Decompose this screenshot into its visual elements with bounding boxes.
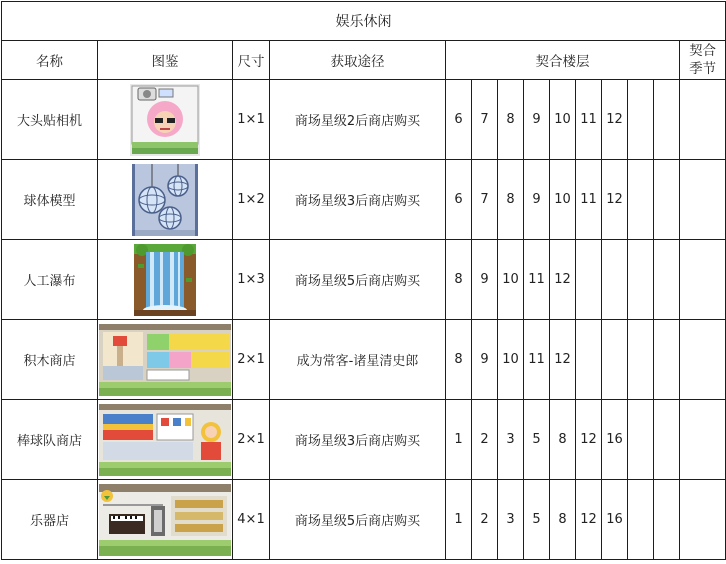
item-image <box>98 80 233 160</box>
floor-cell: 12 <box>576 400 602 480</box>
floor-cell: 12 <box>550 320 576 400</box>
floor-cell: 9 <box>472 320 498 400</box>
item-size: 1×3 <box>233 240 270 320</box>
floor-cell: 2 <box>472 400 498 480</box>
item-size: 2×1 <box>233 320 270 400</box>
table-row <box>2 320 726 400</box>
floor-cell: 3 <box>498 480 524 560</box>
item-name: 积木商店 <box>2 320 98 400</box>
floor-cell: 10 <box>550 80 576 160</box>
item-name: 乐器店 <box>2 480 98 560</box>
floor-cell: 7 <box>472 80 498 160</box>
floor-cell <box>576 240 602 320</box>
table-row <box>2 400 726 480</box>
header-season-line1: 契合 <box>689 43 717 59</box>
season-cell <box>680 240 726 320</box>
floor-cell <box>602 320 628 400</box>
floor-cell <box>654 480 680 560</box>
table-row <box>2 80 726 160</box>
item-size: 1×1 <box>233 80 270 160</box>
item-source: 商场星级2后商店购买 <box>270 80 446 160</box>
item-name: 人工瀑布 <box>2 240 98 320</box>
header-size: 尺寸 <box>233 41 270 80</box>
floor-cell: 11 <box>576 160 602 240</box>
item-source: 商场星级5后商店购买 <box>270 480 446 560</box>
item-source: 成为常客-诸星清史郎 <box>270 320 446 400</box>
floor-cell: 8 <box>550 480 576 560</box>
item-name: 大头贴相机 <box>2 80 98 160</box>
floor-cell <box>602 240 628 320</box>
floor-cell <box>628 400 654 480</box>
floor-cell: 8 <box>550 400 576 480</box>
item-source: 商场星级5后商店购买 <box>270 240 446 320</box>
floor-cell: 1 <box>446 400 472 480</box>
header-image: 图鉴 <box>98 41 233 80</box>
floor-cell: 16 <box>602 480 628 560</box>
floor-cell: 10 <box>498 320 524 400</box>
season-cell <box>680 160 726 240</box>
header-season <box>680 41 726 80</box>
floor-cell: 5 <box>524 400 550 480</box>
floor-cell: 16 <box>602 400 628 480</box>
header-floors: 契合楼层 <box>446 41 680 80</box>
floor-cell <box>628 480 654 560</box>
header-source: 获取途径 <box>270 41 446 80</box>
floor-cell <box>654 400 680 480</box>
season-cell <box>680 80 726 160</box>
season-cell <box>680 480 726 560</box>
floor-cell <box>628 80 654 160</box>
floor-cell: 7 <box>472 160 498 240</box>
floor-cell: 10 <box>550 160 576 240</box>
item-image <box>98 240 233 320</box>
instrument-shop-icon <box>99 484 231 556</box>
waterfall-icon <box>134 244 196 316</box>
floor-cell: 8 <box>446 320 472 400</box>
table-row <box>2 160 726 240</box>
floor-cell: 12 <box>576 480 602 560</box>
floor-cell: 12 <box>550 240 576 320</box>
floor-cell: 8 <box>498 160 524 240</box>
floor-cell: 11 <box>524 320 550 400</box>
floor-cell: 5 <box>524 480 550 560</box>
floor-cell <box>654 320 680 400</box>
floor-cell: 10 <box>498 240 524 320</box>
baseball-shop-icon <box>99 404 231 476</box>
floor-cell <box>576 320 602 400</box>
floor-cell <box>654 160 680 240</box>
floor-cell: 1 <box>446 480 472 560</box>
floor-cell: 11 <box>524 240 550 320</box>
item-size: 1×2 <box>233 160 270 240</box>
item-image <box>98 160 233 240</box>
floor-cell: 8 <box>446 240 472 320</box>
item-source: 商场星级3后商店购买 <box>270 400 446 480</box>
floor-cell <box>628 320 654 400</box>
table-title: 娱乐休闲 <box>2 2 726 41</box>
item-image <box>98 480 233 560</box>
item-size: 2×1 <box>233 400 270 480</box>
item-name: 棒球队商店 <box>2 400 98 480</box>
floor-cell: 6 <box>446 80 472 160</box>
header-season-line2: 季节 <box>689 61 717 77</box>
floor-cell <box>654 80 680 160</box>
furniture-table <box>1 1 726 560</box>
item-name: 球体模型 <box>2 160 98 240</box>
floor-cell: 9 <box>524 80 550 160</box>
item-image <box>98 400 233 480</box>
item-size: 4×1 <box>233 480 270 560</box>
block-shop-icon <box>99 324 231 396</box>
item-source: 商场星级3后商店购买 <box>270 160 446 240</box>
floor-cell: 2 <box>472 480 498 560</box>
floor-cell <box>628 240 654 320</box>
floor-cell: 9 <box>524 160 550 240</box>
floor-cell: 11 <box>576 80 602 160</box>
header-name: 名称 <box>2 41 98 80</box>
sphere-model-icon <box>132 164 198 236</box>
floor-cell <box>628 160 654 240</box>
photo-booth-icon <box>130 84 200 156</box>
floor-cell: 12 <box>602 80 628 160</box>
table-row <box>2 480 726 560</box>
floor-cell: 12 <box>602 160 628 240</box>
floor-cell: 6 <box>446 160 472 240</box>
season-cell <box>680 320 726 400</box>
table-row <box>2 240 726 320</box>
season-cell <box>680 400 726 480</box>
floor-cell: 8 <box>498 80 524 160</box>
floor-cell: 9 <box>472 240 498 320</box>
floor-cell <box>654 240 680 320</box>
item-image <box>98 320 233 400</box>
floor-cell: 3 <box>498 400 524 480</box>
